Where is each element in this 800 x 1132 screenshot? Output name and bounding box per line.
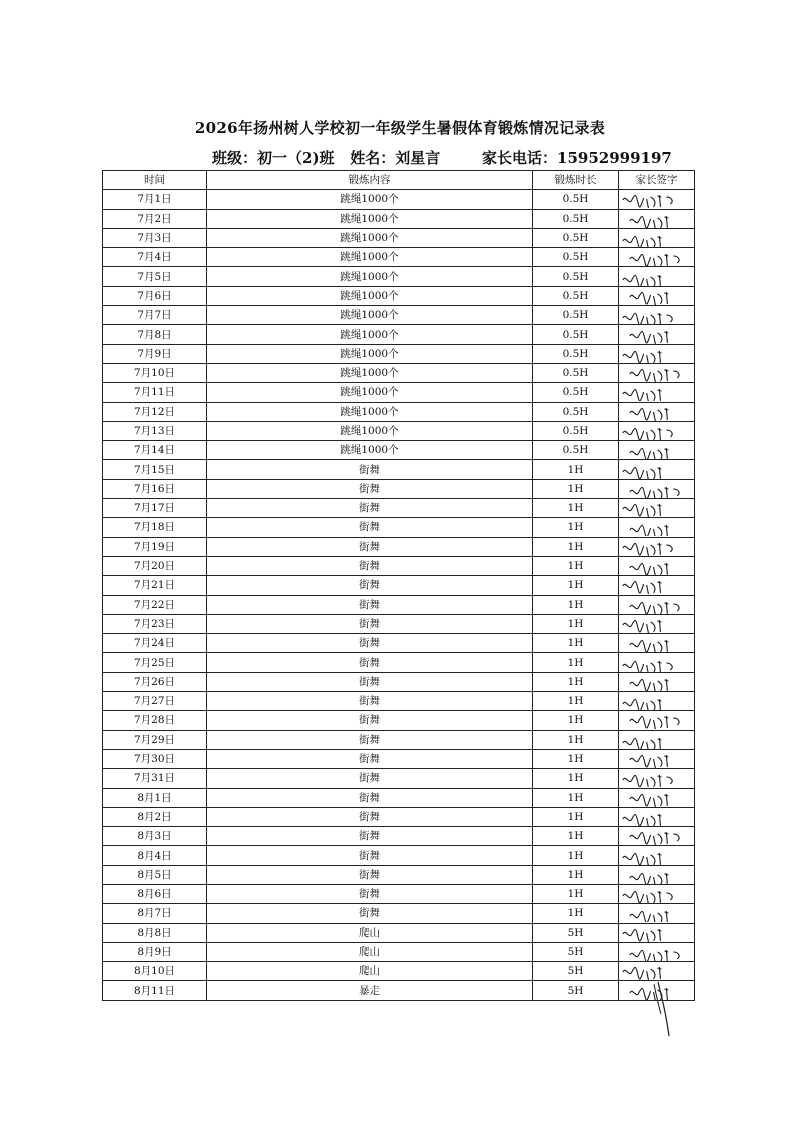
table-row [103,672,695,691]
parent-signature-cell [619,421,695,440]
date-cell: 7月10日 [103,363,207,382]
handwritten-signature [619,287,694,305]
duration-cell: 1H [533,499,619,518]
student-name-label: 姓名：刘星言 [350,149,441,167]
handwritten-signature [619,461,694,479]
parent-signature-cell [619,228,695,247]
content-cell: 街舞 [207,634,533,653]
header-content: 锻炼内容 [207,171,533,190]
duration-cell: 1H [533,711,619,730]
handwritten-signature [619,692,694,710]
parent-signature-cell [619,923,695,942]
parent-signature-cell [619,556,695,575]
date-cell: 8月7日 [103,904,207,923]
content-cell: 街舞 [207,692,533,711]
duration-cell: 1H [533,653,619,672]
date-cell: 7月21日 [103,576,207,595]
table-row [103,228,695,247]
handwritten-signature [619,596,694,614]
parent-signature-cell [619,653,695,672]
parent-signature-cell [619,942,695,961]
content-cell: 街舞 [207,749,533,768]
content-cell: 爬山 [207,923,533,942]
table-row [103,827,695,846]
table-row [103,865,695,884]
content-cell: 街舞 [207,827,533,846]
handwritten-signature [619,750,694,768]
parent-signature-cell [619,846,695,865]
content-cell: 街舞 [207,518,533,537]
date-cell: 8月9日 [103,942,207,961]
duration-cell: 1H [533,827,619,846]
parent-signature-cell [619,595,695,614]
handwritten-signature [619,808,694,826]
duration-cell: 1H [533,904,619,923]
duration-cell: 1H [533,634,619,653]
table-row [103,807,695,826]
parent-signature-cell [619,692,695,711]
duration-cell: 1H [533,692,619,711]
content-cell: 街舞 [207,556,533,575]
table-row [103,441,695,460]
parent-signature-cell [619,827,695,846]
content-cell: 爬山 [207,942,533,961]
date-cell: 7月12日 [103,402,207,421]
table-row [103,537,695,556]
duration-cell: 0.5H [533,344,619,363]
content-cell: 跳绳1000个 [207,190,533,209]
date-cell: 7月8日 [103,325,207,344]
date-cell: 8月8日 [103,923,207,942]
duration-cell: 0.5H [533,209,619,228]
duration-cell: 1H [533,537,619,556]
date-cell: 8月3日 [103,827,207,846]
duration-cell: 1H [533,614,619,633]
duration-cell: 1H [533,730,619,749]
table-row [103,634,695,653]
table-row [103,884,695,903]
parent-signature-cell [619,537,695,556]
parent-signature-cell [619,344,695,363]
parent-signature-cell [619,904,695,923]
content-cell: 街舞 [207,904,533,923]
duration-cell: 1H [533,518,619,537]
duration-cell: 1H [533,556,619,575]
date-cell: 7月25日 [103,653,207,672]
handwritten-signature [619,962,694,980]
content-cell: 街舞 [207,653,533,672]
parent-signature-cell [619,402,695,421]
handwritten-signature [619,268,694,286]
handwritten-signature [619,789,694,807]
content-cell: 街舞 [207,788,533,807]
table-row [103,383,695,402]
content-cell: 跳绳1000个 [207,363,533,382]
handwritten-signature [619,441,694,459]
date-cell: 7月27日 [103,692,207,711]
table-row [103,788,695,807]
content-cell: 跳绳1000个 [207,344,533,363]
content-cell: 暴走 [207,981,533,1000]
date-cell: 7月30日 [103,749,207,768]
table-row [103,209,695,228]
date-cell: 7月28日 [103,711,207,730]
date-cell: 7月31日 [103,769,207,788]
duration-cell: 0.5H [533,228,619,247]
date-cell: 7月11日 [103,383,207,402]
table-row [103,711,695,730]
duration-cell: 1H [533,479,619,498]
duration-cell: 1H [533,884,619,903]
duration-cell: 0.5H [533,363,619,382]
date-cell: 7月16日 [103,479,207,498]
duration-cell: 1H [533,595,619,614]
content-cell: 街舞 [207,460,533,479]
handwritten-signature [619,306,694,324]
table-row [103,402,695,421]
date-cell: 8月4日 [103,846,207,865]
parent-signature-cell [619,325,695,344]
date-cell: 7月7日 [103,306,207,325]
parent-signature-cell [619,267,695,286]
table-row [103,325,695,344]
handwritten-signature [619,943,694,961]
handwritten-signature [619,924,694,942]
handwritten-signature [619,518,694,536]
handwritten-signature [619,634,694,652]
handwritten-signature [619,576,694,594]
handwritten-signature [619,422,694,440]
student-info [212,147,672,168]
date-cell: 7月1日 [103,190,207,209]
date-cell: 7月19日 [103,537,207,556]
content-cell: 跳绳1000个 [207,267,533,286]
parent-signature-cell [619,363,695,382]
date-cell: 7月9日 [103,344,207,363]
content-cell: 街舞 [207,595,533,614]
table-row [103,267,695,286]
content-cell: 街舞 [207,884,533,903]
duration-cell: 0.5H [533,402,619,421]
handwritten-signature [619,904,694,922]
table-header-row [103,171,695,190]
table-row [103,479,695,498]
content-cell: 跳绳1000个 [207,402,533,421]
date-cell: 7月29日 [103,730,207,749]
table-row [103,942,695,961]
header-signature: 家长签字 [619,171,695,190]
table-row [103,576,695,595]
content-cell: 街舞 [207,807,533,826]
date-cell: 7月3日 [103,228,207,247]
handwritten-signature [619,711,694,729]
parent-signature-cell [619,286,695,305]
handwritten-signature [619,499,694,517]
handwritten-signature [619,847,694,865]
handwritten-signature [619,210,694,228]
duration-cell: 0.5H [533,325,619,344]
handwritten-signature [619,190,694,208]
content-cell: 街舞 [207,711,533,730]
handwritten-signature [619,731,694,749]
parent-signature-cell [619,807,695,826]
date-cell: 7月13日 [103,421,207,440]
content-cell: 跳绳1000个 [207,421,533,440]
handwritten-signature [619,769,694,787]
header-duration: 锻炼时长 [533,171,619,190]
table-row [103,286,695,305]
parent-signature-cell [619,788,695,807]
table-row [103,460,695,479]
content-cell: 街舞 [207,614,533,633]
table-row [103,344,695,363]
parent-signature-cell [619,614,695,633]
date-cell: 8月2日 [103,807,207,826]
page-title: 2026年扬州树人学校初一年级学生暑假体育锻炼情况记录表 [194,119,606,137]
content-cell: 跳绳1000个 [207,306,533,325]
duration-cell: 0.5H [533,383,619,402]
duration-cell: 5H [533,942,619,961]
handwritten-signature [619,403,694,421]
parent-signature-cell [619,865,695,884]
date-cell: 7月14日 [103,441,207,460]
content-cell: 跳绳1000个 [207,248,533,267]
parent-phone-label: 家长电话：15952999197 [482,149,672,167]
table-row [103,846,695,865]
handwritten-signature [619,345,694,363]
content-cell: 街舞 [207,769,533,788]
table-row [103,421,695,440]
table-row [103,730,695,749]
handwritten-signature [619,229,694,247]
table-row [103,518,695,537]
class-label: 班级：初一（2)班 [212,149,335,167]
parent-signature-cell [619,248,695,267]
table-row [103,653,695,672]
parent-signature-cell [619,634,695,653]
duration-cell: 1H [533,807,619,826]
handwritten-signature [619,673,694,691]
duration-cell: 0.5H [533,306,619,325]
content-cell: 街舞 [207,672,533,691]
date-cell: 7月23日 [103,614,207,633]
handwritten-signature [619,866,694,884]
content-cell: 街舞 [207,730,533,749]
parent-signature-cell [619,499,695,518]
table-row [103,692,695,711]
table-row [103,962,695,981]
signature-tail-stroke [636,980,676,1040]
duration-cell: 0.5H [533,248,619,267]
duration-cell: 0.5H [533,286,619,305]
content-cell: 街舞 [207,865,533,884]
handwritten-signature [619,480,694,498]
content-cell: 跳绳1000个 [207,228,533,247]
table-row [103,190,695,209]
parent-signature-cell [619,730,695,749]
table-row [103,904,695,923]
content-cell: 街舞 [207,479,533,498]
parent-signature-cell [619,711,695,730]
date-cell: 7月20日 [103,556,207,575]
date-cell: 7月18日 [103,518,207,537]
content-cell: 跳绳1000个 [207,286,533,305]
table-row [103,769,695,788]
handwritten-signature [619,557,694,575]
parent-signature-cell [619,460,695,479]
duration-cell: 1H [533,769,619,788]
duration-cell: 0.5H [533,267,619,286]
date-cell: 7月24日 [103,634,207,653]
content-cell: 街舞 [207,576,533,595]
content-cell: 街舞 [207,499,533,518]
parent-signature-cell [619,749,695,768]
duration-cell: 5H [533,981,619,1000]
parent-signature-cell [619,769,695,788]
content-cell: 街舞 [207,846,533,865]
handwritten-signature [619,364,694,382]
content-cell: 跳绳1000个 [207,441,533,460]
handwritten-signature [619,615,694,633]
parent-signature-cell [619,209,695,228]
parent-signature-cell [619,190,695,209]
date-cell: 7月26日 [103,672,207,691]
duration-cell: 0.5H [533,441,619,460]
header-date: 时间 [103,171,207,190]
handwritten-signature [619,538,694,556]
date-cell: 8月11日 [103,981,207,1000]
table-row [103,981,695,1000]
duration-cell: 1H [533,846,619,865]
content-cell: 爬山 [207,962,533,981]
date-cell: 7月5日 [103,267,207,286]
duration-cell: 5H [533,923,619,942]
table-row [103,595,695,614]
duration-cell: 1H [533,460,619,479]
handwritten-signature [619,885,694,903]
date-cell: 7月6日 [103,286,207,305]
date-cell: 8月1日 [103,788,207,807]
parent-signature-cell [619,479,695,498]
table-row [103,499,695,518]
duration-cell: 1H [533,865,619,884]
content-cell: 跳绳1000个 [207,383,533,402]
handwritten-signature [619,654,694,672]
duration-cell: 0.5H [533,190,619,209]
duration-cell: 1H [533,576,619,595]
parent-signature-cell [619,306,695,325]
parent-signature-cell [619,441,695,460]
handwritten-signature [619,383,694,401]
duration-cell: 1H [533,749,619,768]
exercise-log-table [102,170,695,1001]
table-row [103,363,695,382]
table-row [103,248,695,267]
duration-cell: 1H [533,672,619,691]
parent-signature-cell [619,576,695,595]
handwritten-signature [619,248,694,266]
content-cell: 跳绳1000个 [207,209,533,228]
date-cell: 8月10日 [103,962,207,981]
duration-cell: 5H [533,962,619,981]
table-row [103,614,695,633]
parent-signature-cell [619,884,695,903]
date-cell: 7月15日 [103,460,207,479]
date-cell: 8月5日 [103,865,207,884]
handwritten-signature [619,827,694,845]
parent-signature-cell [619,383,695,402]
parent-signature-cell [619,962,695,981]
table-row [103,923,695,942]
duration-cell: 0.5H [533,421,619,440]
date-cell: 7月17日 [103,499,207,518]
handwritten-signature [619,326,694,344]
table-row [103,556,695,575]
table-row [103,306,695,325]
date-cell: 7月22日 [103,595,207,614]
content-cell: 街舞 [207,537,533,556]
content-cell: 跳绳1000个 [207,325,533,344]
date-cell: 7月4日 [103,248,207,267]
parent-signature-cell [619,518,695,537]
table-row [103,749,695,768]
duration-cell: 1H [533,788,619,807]
table-body [103,190,695,1000]
date-cell: 8月6日 [103,884,207,903]
date-cell: 7月2日 [103,209,207,228]
parent-signature-cell [619,672,695,691]
